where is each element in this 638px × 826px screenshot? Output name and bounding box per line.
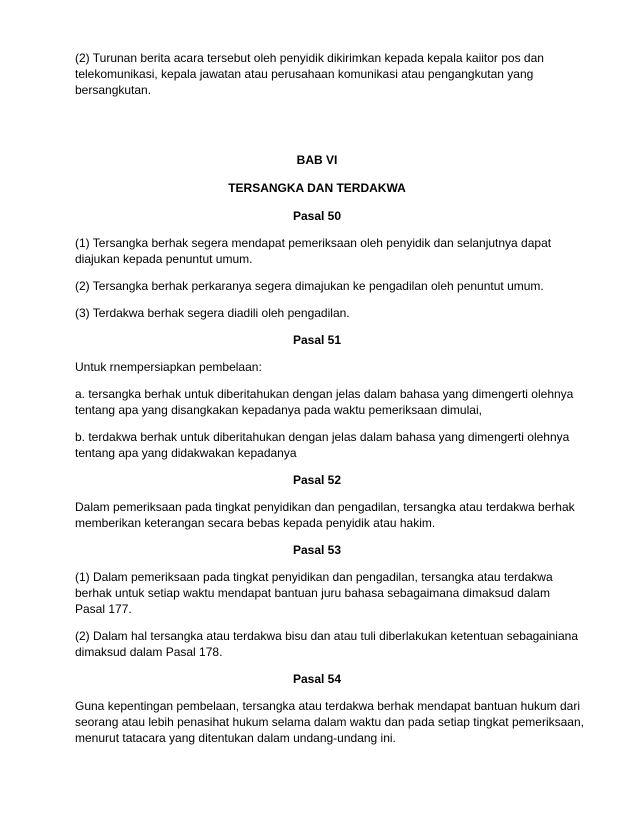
paragraph-line: tentang apa yang disangkakan kepadanya pada waktu pemeriksaan dimulai, [75, 403, 482, 417]
paragraph-line: memberikan keterangan secara bebas kepada penyidik atau hakim. [75, 516, 436, 530]
pasal-53-paragraph-2 [75, 628, 578, 660]
paragraph-line: berhak untuk setiap waktu mendapat bantuan juru bahasa sebagaimana dimaksud dalam [75, 586, 550, 600]
intro-line: (2) Turunan berita acara tersebut oleh penyidik dikirimkan kepada kepala kaiitor pos dan [75, 51, 544, 65]
pasal-50-heading: Pasal 50 [292, 209, 342, 223]
paragraph-line: menurut tatacara yang ditentukan dalam undang-undang ini. [75, 731, 396, 745]
paragraph-line: Guna kepentingan pembelaan, tersangka atau terdakwa berhak mendapat bantuan hukum dari [75, 699, 581, 713]
pasal-53-paragraph-1 [75, 569, 575, 617]
paragraph-line: Dalam pemeriksaan pada tingkat penyidikan dan pengadilan, tersangka atau terdakwa berhak [75, 500, 575, 514]
chapter-title: TERSANGKA DAN TERDAKWA [228, 181, 406, 195]
intro-line: bersangkutan. [75, 83, 152, 97]
pasal-51-item-a [75, 386, 575, 418]
pasal-51-heading: Pasal 51 [292, 333, 342, 347]
pasal-52-paragraph-1 [75, 499, 575, 531]
paragraph-line: dimaksud dalam Pasal 178. [75, 645, 223, 659]
intro-paragraph [75, 50, 575, 98]
paragraph-line: (1) Dalam pemeriksaan pada tingkat penyidikan dan pengadilan, tersangka atau terdakwa [75, 570, 553, 584]
chapter-number: BAB VI [296, 153, 338, 167]
intro-line: telekomunikasi, kepala jawatan atau perusahaan komunikasi atau pengangkutan yang [75, 67, 534, 81]
pasal-51-intro [75, 359, 575, 375]
document-page [75, 50, 584, 746]
paragraph-line: (1) Tersangka berhak segera mendapat pemeriksaan oleh penyidik dan selanjutnya dapat [75, 236, 552, 250]
paragraph-line: b. terdakwa berhak untuk diberitahukan dengan jelas dalam bahasa yang dimengerti olehnya [75, 430, 570, 444]
pasal-50-paragraph-3 [75, 305, 575, 321]
pasal-51-item-b [75, 429, 575, 461]
paragraph-line: diajukan kepada penuntut umum. [75, 252, 253, 266]
pasal-50-paragraph-2 [75, 278, 575, 294]
paragraph-line: a. tersangka berhak untuk diberitahukan dengan jelas dalam bahasa yang dimengerti olehnya [75, 387, 574, 401]
paragraph-line: (3) Terdakwa berhak segera diadili oleh pengadilan. [75, 306, 350, 320]
paragraph-line: tentang apa yang didakwakan kepadanya [75, 446, 297, 460]
paragraph-line: (2) Tersangka berhak perkaranya segera dimajukan ke pengadilan oleh penuntut umum. [75, 279, 544, 293]
paragraph-line: seorang atau lebih penasihat hukum selama dalam waktu dan pada setiap tingkat pemeriksaan, [75, 715, 584, 729]
paragraph-line: (2) Dalam hal tersangka atau terdakwa bisu dan atau tuli diberlakukan ketentuan sebagainiana [75, 629, 578, 643]
pasal-50-paragraph-1 [75, 235, 575, 267]
paragraph-line: Untuk rnempersiapkan pembelaan: [75, 360, 262, 374]
pasal-54-heading: Pasal 54 [292, 672, 342, 686]
pasal-52-heading: Pasal 52 [292, 473, 342, 487]
paragraph-line: Pasal 177. [75, 602, 132, 616]
pasal-54-paragraph-1 [75, 698, 584, 746]
pasal-53-heading: Pasal 53 [292, 543, 342, 557]
